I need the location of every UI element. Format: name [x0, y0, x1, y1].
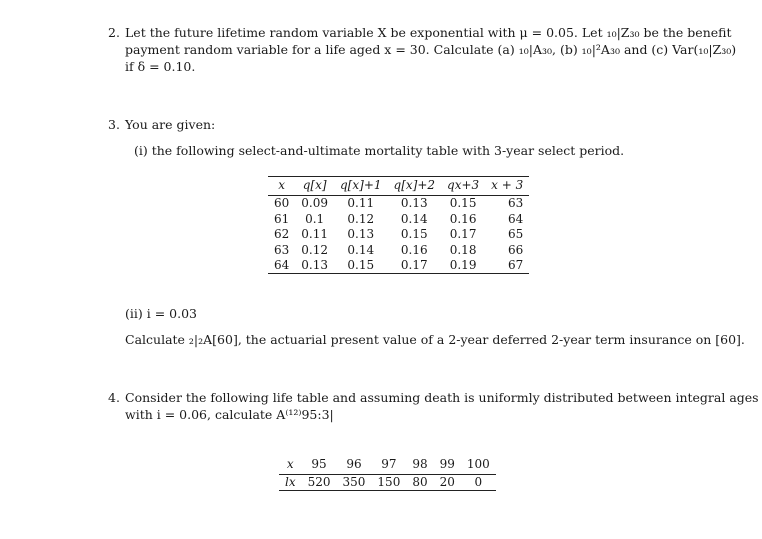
life-table-cell: 520	[307, 475, 331, 490]
table-cell: 0.15	[449, 196, 477, 211]
table-cell: 0.15	[400, 227, 428, 242]
table-cell: 0.11	[301, 227, 328, 242]
problem-3-intro: You are given:	[125, 117, 216, 132]
select-table-header-row	[268, 177, 529, 196]
table-cell: 0.16	[449, 211, 477, 226]
table-cell: 64	[274, 258, 290, 273]
select-table-header-cell: qx+3	[441, 177, 485, 196]
table-cell: 0.16	[400, 242, 428, 257]
table-cell: 0.18	[449, 242, 477, 257]
select-table-header-cell: q[x]+2	[388, 177, 442, 196]
life-table-cell: 150	[377, 475, 401, 490]
table-cell: 66	[507, 242, 524, 257]
table-cell: 62	[274, 227, 290, 242]
problem-4-line-2: with i = 0.06, calculate A⁽¹²⁾95:3|	[125, 407, 334, 422]
select-table-header-cell: q[x]	[295, 177, 334, 196]
table-cell: 65	[507, 227, 524, 242]
table-row	[268, 211, 529, 227]
table-cell: 63	[507, 196, 524, 211]
life-table-lx-row	[279, 474, 496, 491]
problem-3-number: 3.	[108, 117, 120, 132]
select-table-header-cell: x	[268, 177, 295, 196]
life-table-row-label: lx	[285, 475, 296, 490]
table-cell: 0.13	[400, 196, 428, 211]
life-table	[279, 456, 496, 491]
life-table-cell: 80	[412, 475, 428, 490]
problem-4-line-1: Consider the following life table and assuming death is uniformly distributed between integral ages	[125, 390, 759, 405]
table-cell: 0.15	[347, 258, 375, 273]
problem-3-item-i: (i) the following select-and-ultimate mortality table with 3-year select period.	[134, 143, 625, 158]
life-table-cell: 20	[439, 475, 455, 490]
problem-3-calc: Calculate ₂|₂A[60], the actuarial present value of a 2-year deferred 2-year term insurance on [60].	[125, 332, 745, 347]
table-cell: 0.11	[347, 196, 375, 211]
life-table-cell: 0	[474, 475, 483, 490]
problem-2-line-1: Let the future lifetime random variable X be exponential with μ = 0.05. Let ₁₀|Z₃₀ be the benefit	[125, 25, 732, 40]
table-cell: 0.13	[301, 258, 328, 273]
table-cell: 61	[274, 211, 290, 226]
table-row	[268, 258, 529, 274]
table-cell: 67	[507, 258, 524, 273]
table-cell: 64	[507, 211, 524, 226]
table-cell: 0.09	[301, 196, 328, 211]
select-table-header-cell: q[x]+1	[334, 177, 388, 196]
life-table-cell: 96	[337, 456, 372, 474]
life-table-cell: 97	[371, 456, 406, 474]
problem-4-number: 4.	[108, 390, 120, 405]
problem-2-line-2: payment random variable for a life aged x = 30. Calculate (a) ₁₀|A₃₀, (b) ₁₀|²A₃₀ and (c) Var(₁₀|Z₃₀)	[125, 42, 737, 57]
table-cell: 0.13	[347, 227, 375, 242]
select-table-header-cell: x + 3	[485, 177, 529, 196]
table-row	[268, 242, 529, 258]
life-table-cell: 95	[302, 456, 337, 474]
problem-2-number: 2.	[108, 25, 120, 40]
life-table-cell: 98	[406, 456, 433, 474]
life-table-cell: 100	[461, 456, 496, 474]
table-cell: 0.1	[305, 211, 325, 226]
table-row	[268, 227, 529, 243]
table-cell: 0.12	[301, 242, 328, 257]
table-cell: 0.17	[400, 258, 428, 273]
table-row	[268, 195, 529, 211]
table-cell: 63	[274, 242, 290, 257]
problem-2-line-3: if δ = 0.10.	[125, 59, 196, 74]
problem-3-item-ii: (ii) i = 0.03	[125, 306, 197, 321]
select-ultimate-table	[268, 176, 529, 274]
table-cell: 0.14	[400, 211, 428, 226]
life-table-cell: 350	[342, 475, 366, 490]
table-cell: 0.19	[449, 258, 477, 273]
life-table-x-row	[279, 456, 496, 474]
life-table-row-label: x	[279, 456, 302, 474]
table-cell: 0.12	[347, 211, 375, 226]
table-cell: 0.14	[347, 242, 375, 257]
life-table-cell: 99	[434, 456, 461, 474]
table-cell: 60	[274, 196, 290, 211]
table-cell: 0.17	[449, 227, 477, 242]
